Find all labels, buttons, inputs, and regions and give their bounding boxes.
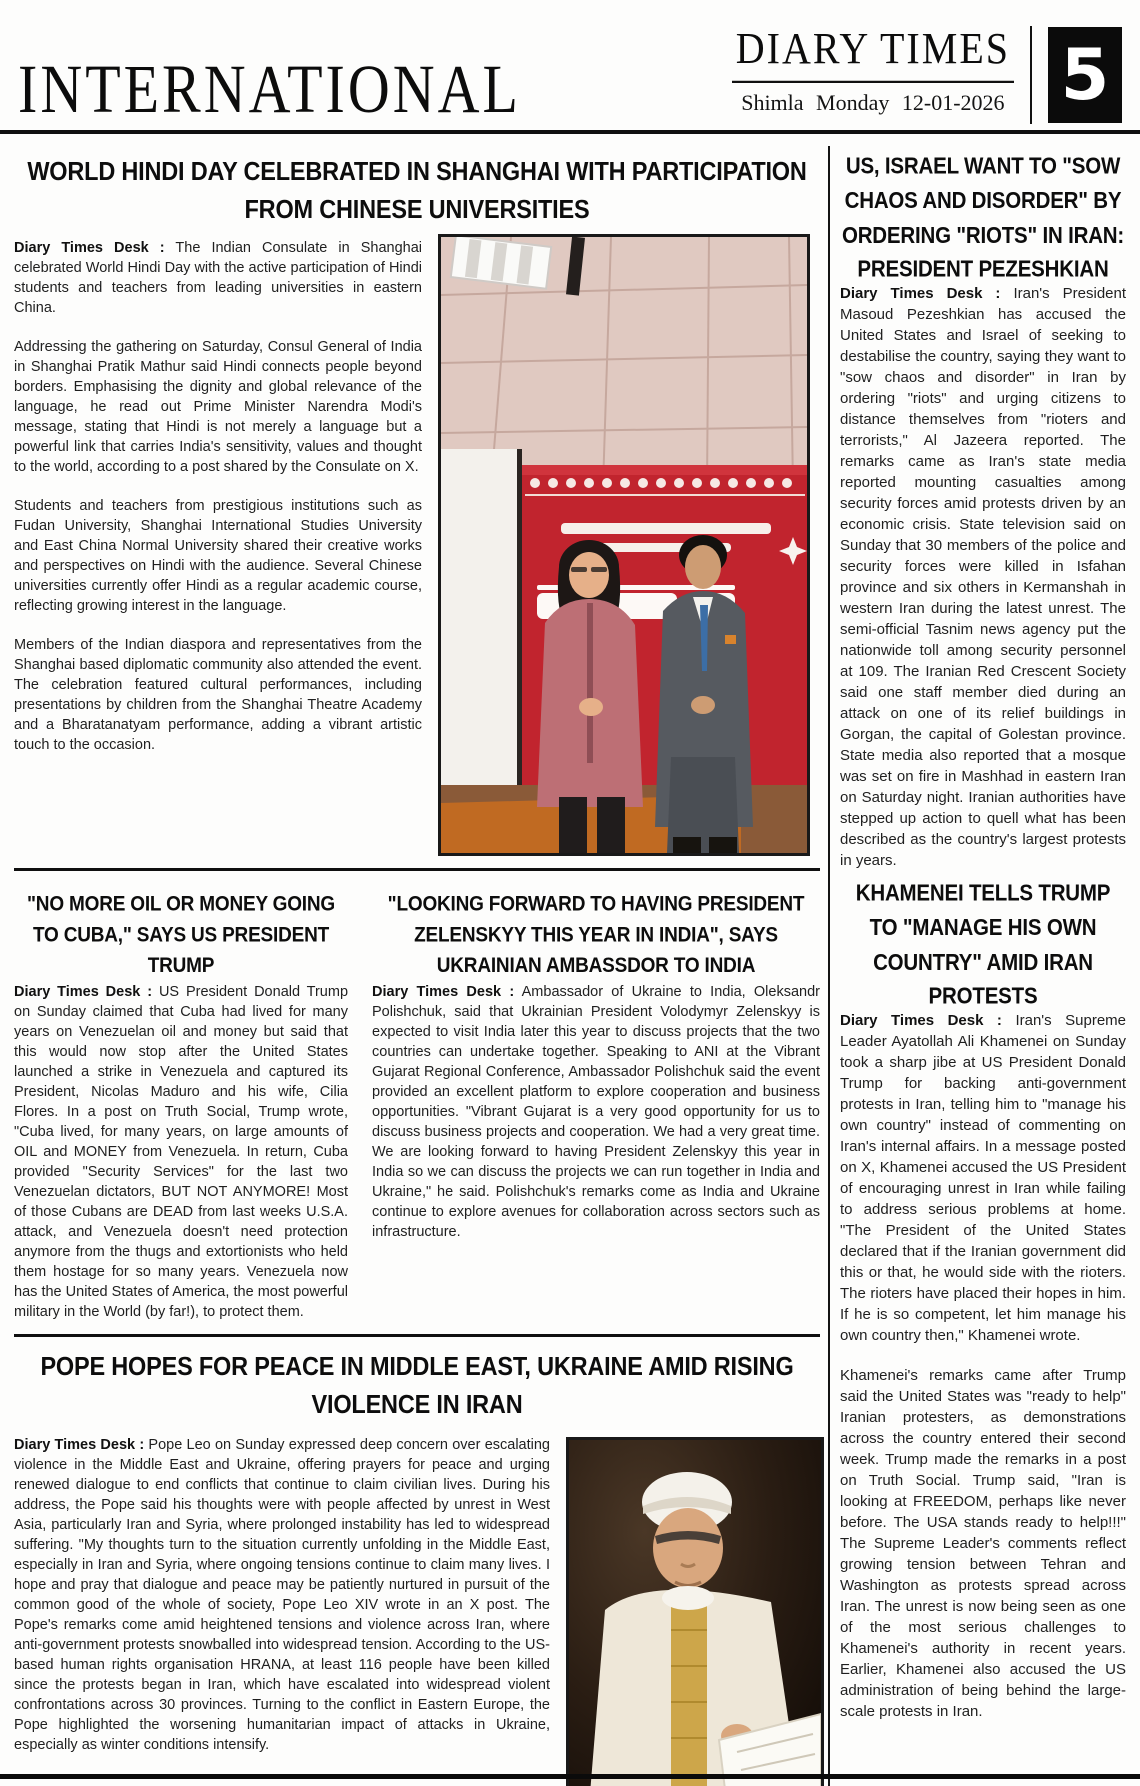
article-text-column [840, 1010, 1126, 1722]
dateline: Shimla Monday 12-01-2026 [741, 90, 1005, 115]
section-rule [14, 1334, 820, 1337]
section-rule [14, 868, 820, 871]
paragraph: Khamenei's remarks came after Trump said the United States was "ready to help" Iranian protesters, as demonstrations across the country entered their second week. Trump made the remarks in a post on Truth Social. Trump said, "Iran is looking at FREEDOM, perhaps like never before. The USA stands ready to help!!!" The Supreme Leader's comments reflect growing tension between Tehran and Washington as protests spread across Iran. The unrest is now being seen as one of the most serious challenges to Khamenei's authority in recent years. Earlier, Khamenei also accused the US administration of being behind the large-scale protests in Iran. [840, 1367, 1126, 1720]
pope-photo-graphic [566, 1437, 824, 1786]
hindi-day-photo [438, 234, 810, 856]
paragraph [14, 1435, 550, 1755]
article-body-row [14, 1429, 820, 1786]
article-text-column [372, 982, 820, 1242]
paragraph-text: Pope Leo on Sunday expressed deep concern over escalating violence in the Middle East and Ukraine, offering prayers for peace and urging renewed dialogue to end conflicts that continue to claim civilian lives. During his address, the Pope said his thoughts were with people affected by unrest in West Asia, particularly Iran and Syria, where prolonged instability has led to widespread suffering. "My thoughts turn to the situation currently unfolding in the Middle East, especially in Iran and Syria, where ongoing tensions continue to claim many lives. I hope and pray that dialogue and peace may be patiently nurtured in pursuit of the common good of the whole of society, Pope Leo XIV wrote in an X post. The Pope's remarks come amid heightened tensions and violence across Iran, where anti-government protests snowballed into widespread tension. According to the US-based human rights organisation HRANA, at least 116 people have been killed since the protests began in Iran, which have escalated into widespread violent confrontations across 30 provinces. Turning to the conflict in Eastern Europe, the Pope highlighted the worsening humanitarian impact of attacks in Ukraine, especially as winter conditions intensify. [14, 1436, 550, 1753]
banner-lace-border [530, 478, 792, 488]
pope-photo [566, 1429, 824, 1786]
paragraph-text: Ambassador of Ukraine to India, Oleksandr Polishchuk, said that Ukrainian President Volodymyr Zelenskyy is expected to visit India later this year to discuss projects that the two countries can undertake together. Speaking to ANI at the Vibrant Gujarat Regional Conference, Ambassador Polishchuk said the event provided an excellent platform to explore cooperation and business opportunities. "Vibrant Gujarat is a very good opportunity for us to discuss business projects and cooperation. We had a very great time. We are looking forward to having President Zelenskyy this year in India so we can discuss the projects we can run together in India and Ukraine," he said. Polishchuk's remarks come as India and Ukraine continue to explore avenues for collaboration across sectors such as infrastructure. [372, 983, 820, 1240]
article-body-row [14, 234, 820, 856]
left-section [14, 142, 820, 1786]
paragraph-text: Iran's President Masoud Pezeshkian has accused the United States and Israel of seeking to destabilise the country, saying they want to "sow chaos and disorder" in Iran by ordering "riots" and urging citizens to distance themselves from "rioters and terrorists," Al Jazeera reported. The remarks came as Iran's state media reported mounting casualties among security forces amid protests driven by an economic crisis. State television said on Sunday that 30 members of the police and security forces were killed in Isfahan province and six others in Kermanshah in western Iran during the latest unrest. The semi-official Tasnim news agency put the nationwide toll among security personnel at 109. The Iranian Red Crescent Society said one staff member died during an attack on one of its relief buildings in Gorgan, the capital of Golestan province. State media also reported that a mosque was set on fire in Mashhad in eastern Iran on Saturday night. Iranian authorities have stepped up action to quell what has been described as the country's largest protests in years. [840, 285, 1127, 869]
page-content [0, 142, 1140, 1786]
paragraph [14, 238, 422, 318]
article-pope [14, 1347, 820, 1786]
article-headline: "LOOKING FORWARD TO HAVING PRESIDENT ZELENSKYY THIS YEAR IN INDIA", SAYS UKRAINIAN AMBASSDOR TO INDIA [387, 892, 805, 978]
paragraph-text: Iran's Supreme Leader Ayatollah Ali Khamenei on Sunday took a sharp jibe at US President Donald Trump for backing anti-government protests in Iran, telling him to "manage his own country" instead of commenting on Iran's internal affairs. In a message posted on X, Khamenei accused the US President of encouraging unrest in Iran while failing to address serious problems at home. "The President of the United States declared that if the Iranian government did this or that, he would side with the rioters. The rioters have placed their hopes in him. If he is so competent, let him manage his own country then," Khamenei wrote. [840, 1012, 1127, 1344]
article-hindi-day [14, 152, 820, 856]
masthead-right [732, 22, 1122, 124]
footer-rule [0, 1774, 1140, 1779]
screen-edge [517, 449, 522, 785]
paragraph-text: US President Donald Trump on Sunday claimed that Cuba had lived for many years on Venezuelan oil and money but said that this would now stop after the United States launched a strike in Venezuela and captured its President, Nicolas Maduro and his wife, Cilia Flores. In a post on Truth Social, Trump wrote, "Cuba lived, for many years, on large amounts of OIL and MONEY from Venezuela. In return, Cuba provided "Security Services" for the last two Venezuelan dictators, BUT NOT ANYMORE! Most of those Cubans are DEAD from last weeks U.S.A. attack, and Venezuela doesn't need protection anymore from the thugs and extortionists who held them hostage for so many years. Venezuela now has the United States of America, the most powerful military in the World (by far!), to protect them. [14, 983, 349, 1320]
article-cuba [14, 875, 348, 1322]
article-headline: US, ISRAEL WANT TO "SOW CHAOS AND DISORDER" BY ORDERING "RIOTS" IN IRAN: PRESIDENT PEZESHKIAN [841, 153, 1125, 283]
paragraph-text: The Indian Consulate in Shanghai celebrated World Hindi Day with the active participation of Hindi students and teachers from leading universities in eastern China. [14, 240, 422, 317]
column-divider [828, 146, 830, 1786]
byline: Diary Times Desk : [14, 983, 153, 1000]
byline: Diary Times Desk : [840, 285, 1001, 302]
article-zelenskyy [372, 875, 820, 1242]
paragraph [840, 1010, 1126, 1346]
article-headline: "NO MORE OIL OR MONEY GOING TO CUBA," SAYS US PRESIDENT TRUMP [27, 892, 335, 978]
byline: Diary Times Desk : [14, 240, 165, 257]
hindi-day-photo-graphic [438, 234, 810, 856]
byline: Diary Times Desk : [14, 1436, 145, 1453]
paragraph: Members of the Indian diaspora and representatives from the Shanghai based diplomatic community also attended the event. The celebration featured cultural performances, including presentations by children from the Shanghai Theatre Academy and a Bharatanatyam performance, adding a vibrant artistic touch to the occasion. [14, 637, 422, 754]
article-headline: POPE HOPES FOR PEACE IN MIDDLE EAST, UKRAINE AMID RISING VIOLENCE IN IRAN [40, 1351, 794, 1419]
paper-name-block [732, 22, 1014, 118]
article-headline: WORLD HINDI DAY CELEBRATED IN SHANGHAI WITH PARTICIPATION FROM CHINESE UNIVERSITIES [27, 156, 807, 224]
article-text-column [14, 1429, 550, 1755]
paragraph: Addressing the gathering on Saturday, Consul General of India in Shanghai Pratik Mathur said Hindi connects people beyond borders. Emphasising the dignity and global relevance of the language, he read out Prime Minister Narendra Modi's message, stating that Hindi is not merely a language but a powerful link that carries India's sensitivity, values and thought to the world, according to a post shared by the Consulate on X. [14, 339, 422, 476]
paragraph [372, 982, 820, 1242]
paragraph: Students and teachers from prestigious institutions such as Fudan University, Shanghai International Studies University and East China Normal University shared their creative works and perspectives on Hindi with the audience. Several Chinese universities currently offer Hindi as a regular academic course, reflecting growing interest in the language. [14, 498, 422, 615]
right-column [840, 142, 1126, 1786]
article-headline: KHAMENEI TELLS TRUMP TO "MANAGE HIS OWN COUNTRY" AMID IRAN PROTESTS [855, 880, 1111, 1010]
projector-screen [441, 449, 519, 785]
paper-name: DIARY TIMES [732, 26, 1014, 83]
byline: Diary Times Desk : [372, 983, 515, 1000]
article-text-column [840, 283, 1126, 871]
vestment-gold-band [671, 1600, 707, 1786]
masthead [0, 0, 1140, 130]
article-text-column [14, 234, 422, 755]
paragraph [840, 283, 1126, 871]
article-text-column [14, 982, 348, 1322]
article-khamenei [840, 877, 1126, 1722]
middle-articles-row [14, 875, 820, 1322]
byline: Diary Times Desk : [840, 1012, 1002, 1029]
header-rule [0, 130, 1140, 134]
pope-face [653, 1508, 723, 1588]
section-title: INTERNATIONAL [18, 50, 521, 128]
page-number-box [1048, 27, 1122, 123]
article-pezeshkian [840, 150, 1126, 871]
paragraph [14, 982, 348, 1322]
page-number: 5 [1060, 34, 1110, 116]
masthead-divider [1030, 26, 1032, 124]
collar [662, 1586, 714, 1610]
